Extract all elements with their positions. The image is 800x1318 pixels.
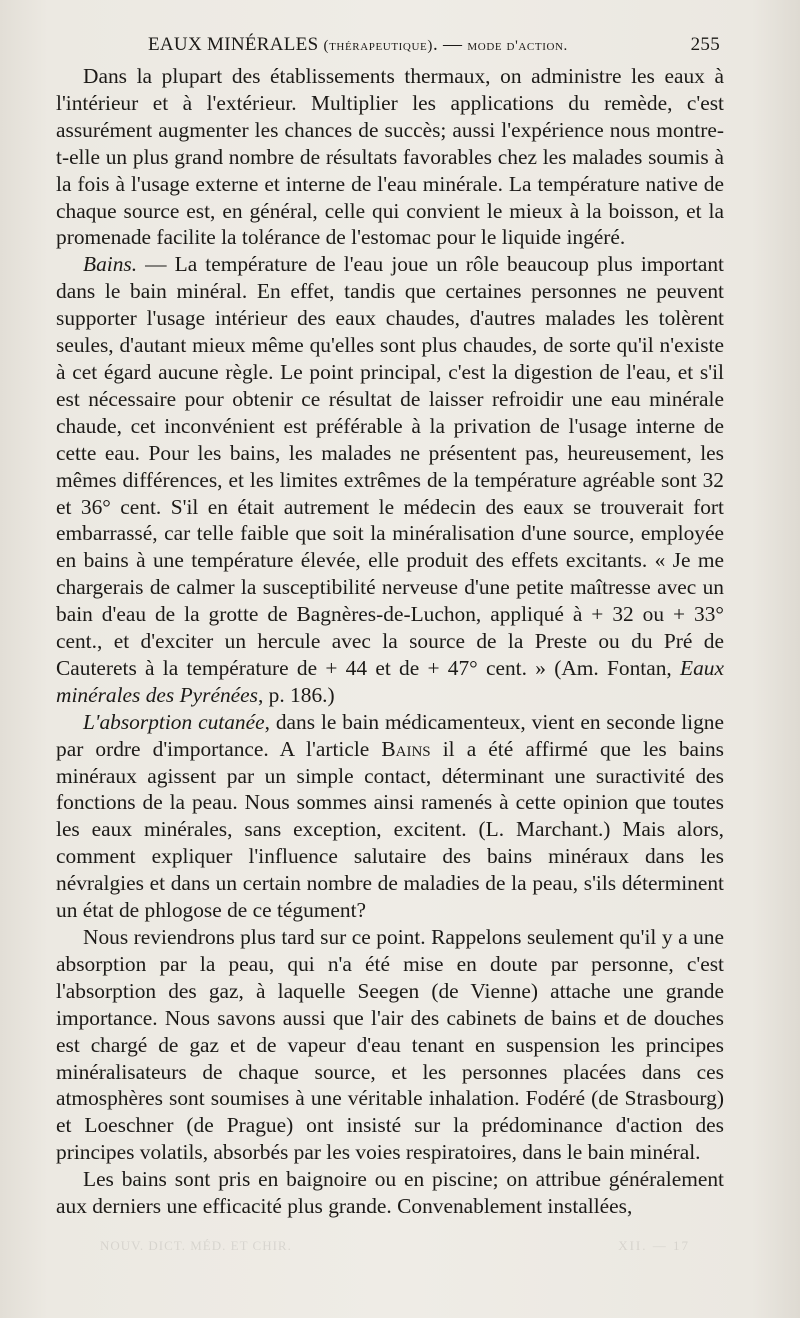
paragraph-text: Les bains sont pris en baignoire ou en piscine; on attribue généralement aux derniers une efficacité plus grande. Convenablement installées, <box>56 1167 724 1219</box>
running-title <box>148 34 568 56</box>
cross-reference: Bains <box>381 736 431 761</box>
running-title-main: EAUX MINÉRALES <box>148 34 319 55</box>
running-title-subject: (thérapeutique) <box>323 38 433 54</box>
paragraph-text-tail: il a été affirmé que les bains minéraux agissent par un simple contact, déterminant une suractivité des fonctions de la peau. Nous sommes ainsi ramenés à cette opinion que toutes les eaux minérales, sans exception, excitent. (L. Marchant.) Mais alors, comment expliquer l'influence salutaire des bains minéraux dans les névralgies et dans un certain nombre de maladies de la peau, s'ils déterminent un état de phlogose de ce tégument? <box>56 736 724 923</box>
section-lead: L'absorption cutanée <box>83 709 265 734</box>
paragraph-text: — La température de l'eau joue un rôle beaucoup plus important dans le bain minéral. En effet, tandis que certaines personnes ne peuvent supporter l'usage intérieur des eaux chaudes, d'autres malades les tolèrent seules, d'autant mieux même qu'elles sont plus chaudes, de sorte qu'il n'existe à cet égard aucune règle. Le point principal, c'est la digestion de l'eau, et s'il est nécessaire pour obtenir ce résultat de laisser refroidir une eau minérale chaude, cet inconvénient est préférable à la privation de l'usage interne de cette eau. Pour les bains, les malades ne présentent pas, heureusement, les mêmes différences, et les limites extrêmes de la température agréable sont 32 et 36° cent. S'il en était autrement le médecin des eaux se trouverait fort embarrassé, car telle faible que soit la minéralisation d'une source, employée en bains à une température élevée, elle produit des effets excitants. « Je me chargerais de calmer la susceptibilité nerveuse d'une petite maîtresse avec un bain d'eau de la grotte de Bagnères-de-Luchon, appliqué à + 32 ou + 33° cent., et d'exciter un hercule avec la source de la Preste ou du Pré de Cauterets à la température de + 44 et de + 47° cent. » (Am. Fontan, <box>56 252 724 680</box>
running-header <box>56 34 720 62</box>
footer-volume: XII. — 17 <box>618 1238 690 1253</box>
paragraph-text: , dans le bain médicamenteux, vient en seconde ligne par ordre d'importance. A l'article <box>56 709 724 761</box>
citation-title: Eaux minérales des Pyrénées <box>56 655 724 707</box>
bleed-through-footer <box>100 1238 720 1278</box>
paragraph-text-tail: , p. 186.) <box>257 682 335 707</box>
running-title-separator: . — <box>432 34 468 55</box>
footer-signature: NOUV. DICT. MÉD. ET CHIR. <box>100 1238 292 1253</box>
paragraph <box>56 63 724 251</box>
paragraph <box>56 924 724 1166</box>
page-number: 255 <box>690 34 720 55</box>
body-text <box>56 63 724 1220</box>
paragraph-text: Dans la plupart des établissements thermaux, on administre les eaux à l'intérieur et à l'extérieur. Multiplier les applications du remède, c'est assurément augmenter les chances de succès; aussi l'expérience nous montre-t-elle un plus grand nombre de résultats favorables chez les malades soumis à la fois à l'usage externe et interne de l'eau minérale. La température native de chaque source est, en général, celle qui convient le mieux à la boisson, et la promenade facilite la tolérance de l'estomac pour le liquide ingéré. <box>56 64 724 250</box>
running-title-section: mode d'action. <box>467 38 568 54</box>
paragraph-absorption <box>56 709 724 924</box>
paragraph <box>56 1166 724 1220</box>
paragraph-bains <box>56 251 724 708</box>
section-lead: Bains. <box>83 252 138 277</box>
paragraph-text: Nous reviendrons plus tard sur ce point. Rappelons seulement qu'il y a une absorption par la peau, qui n'a été mise en doute par personne, c'est l'absorption des gaz, à laquelle Seegen (de Vienne) attache une grande importance. Nous savons aussi que l'air des cabinets de bains et de douches est chargé de gaz et de vapeur d'eau tenant en suspension les principes minéralisateurs de chaque source, et les personnes placées dans ces atmosphères sont soumises à une véritable inhalation. Fodéré (de Strasbourg) et Loeschner (de Prague) ont insisté sur la prédominance d'action des principes volatils, absorbés par les voies respiratoires, dans le bain minéral. <box>56 925 724 1165</box>
